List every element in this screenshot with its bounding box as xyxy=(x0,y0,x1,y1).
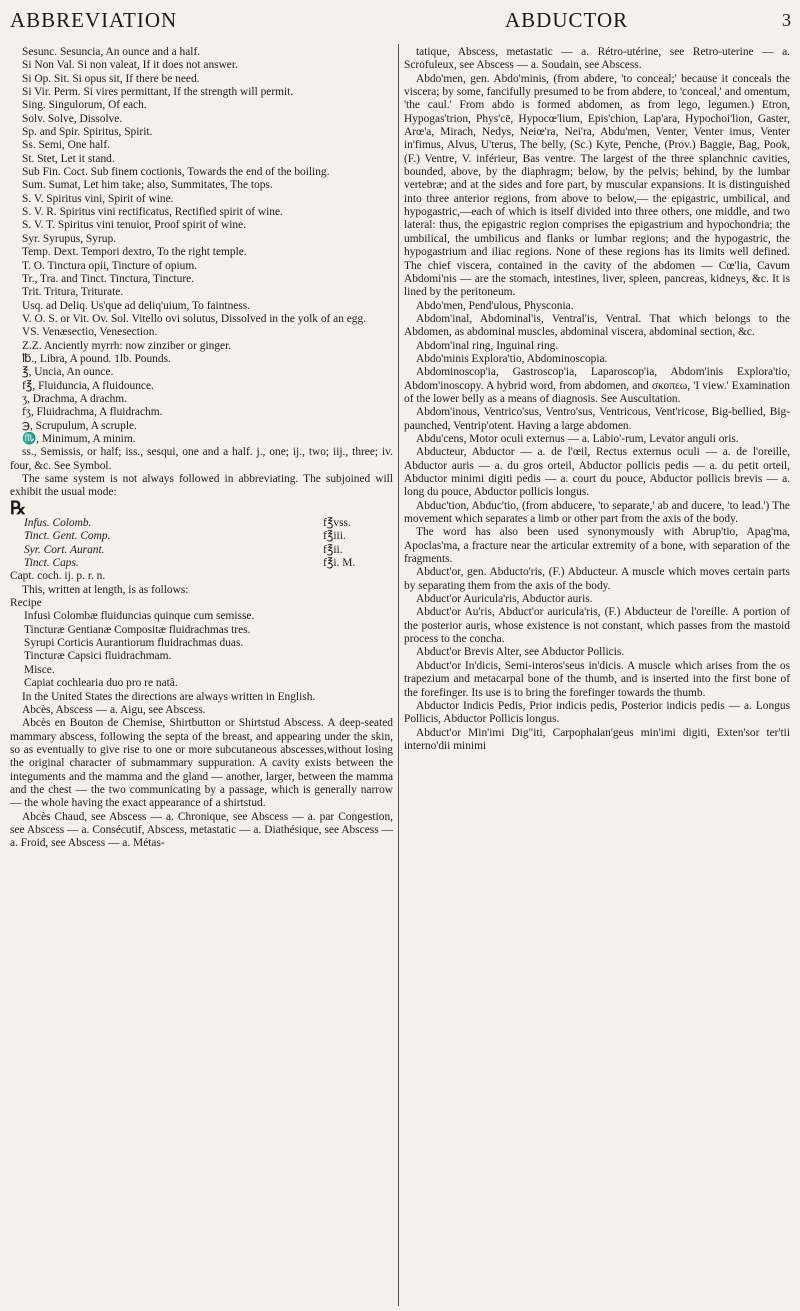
abbreviation-entry: ℥, Uncia, An ounce. xyxy=(22,366,114,379)
recipe-closing: In the United States the directions are always written in English. xyxy=(22,690,316,703)
right-column xyxy=(404,46,790,753)
dictionary-entry: Abductor Indicis Pedis, Prior indicis pedis, Posterior indicis pedis — a. Longus Pollicis, Abductor Pollicis longus. xyxy=(404,699,790,726)
abbreviation-entry: Sum. Sumat, Let him take; also, Summitates, The tops. xyxy=(22,179,273,192)
abbreviation-entry: Ss. Semi, One half. xyxy=(22,139,110,152)
recipe-block xyxy=(10,497,393,704)
recipe-item-quantity: f℥ii. xyxy=(323,543,343,556)
dictionary-entry: Abdom'inal ring, Inguinal ring. xyxy=(416,339,559,352)
abbreviation-entry: V. O. S. or Vit. Ov. Sol. Vitello ovi solutus, Dissolved in the yolk of an egg. xyxy=(22,312,367,325)
dictionary-entry: Abduc'tion, Abduc'tio, (from abducere, 'to separate,' ab and ducere, 'to lead.') The movement which separates a limb or other part from the axis of the body. xyxy=(404,499,790,526)
recipe-item-quantity: f℥iii. xyxy=(323,530,346,543)
rx-symbol: ℞ xyxy=(10,497,27,518)
recipe-items xyxy=(10,517,393,570)
recipe-label: Recipe xyxy=(10,597,42,610)
column-divider xyxy=(398,44,399,1306)
abbreviation-entry: ʒ, Drachma, A drachm. xyxy=(22,392,128,405)
abbreviation-entry: Trit. Tritura, Triturate. xyxy=(22,286,124,299)
abbreviation-entry: Solv. Solve, Dissolve. xyxy=(22,112,123,125)
dictionary-entry: Abduct'or Brevis Alter, see Abductor Pollicis. xyxy=(416,646,625,659)
dictionary-entry: Abcès en Bouton de Chemise, Shirtbutton or Shirtstud Abscess. A deep-seated mammary abscess, following the septa of the breast, and appearing under the skin, so as eventually to give rise to one or more subcutaneous abscesses,without losing the original character of submammary suppuration. A cavity exists between the integuments and the mamma and the gland — another, larger, between the mamma and the chest — the two communicating by a passage, which is generally narrow — the whole having the exact appearance of a shirtstud. xyxy=(10,717,393,810)
abbreviation-entry: Z.Z. Anciently myrrh: now zinziber or ginger. xyxy=(22,339,232,352)
running-head-right: ABDUCTOR xyxy=(505,8,629,32)
dictionary-entry: Abcès Chaud, see Abscess — a. Chronique, see Abscess — a. par Congestion, see Abscess — a. Consécutif, Abscess, metastatic — a. Diathésique, see Abscess — a. Froid, see Abscess — a. Métas- xyxy=(10,810,393,850)
abbreviation-entry: Tr., Tra. and Tinct. Tinctura, Tincture. xyxy=(22,272,195,285)
recipe-item xyxy=(10,557,393,570)
recipe-expanded-line: Infusi Colombæ fluiduncias quinque cum semisse. xyxy=(24,610,255,623)
dictionary-entry: Abduct'or In'dicis, Semi-interos'seus in'dicis. A muscle which arises from the os trapezium and metacarpal bone of the thumb, and is inserted into the first bone of the forefinger. Its use is to bring the forefinger towards the thumb. xyxy=(404,659,790,699)
recipe-expanded-line: Capiat cochlearia duo pro re natâ. xyxy=(24,677,178,690)
abbreviation-entry: Si Vir. Perm. Si vires permittant, If the strength will permit. xyxy=(22,86,294,99)
abbreviation-entry: ℔., Libra, A pound. 1lb. Pounds. xyxy=(22,352,171,365)
dictionary-entry: Abcès, Abscess — a. Aigu, see Abscess. xyxy=(22,703,206,716)
recipe-item xyxy=(10,517,393,530)
recipe-item-name: Infus. Colomb. xyxy=(24,517,92,530)
abbreviation-entry: fʒ, Fluidrachma, A fluidrachm. xyxy=(22,406,163,419)
page-number: 3 xyxy=(782,10,792,30)
abbreviation-entry: St. Stet, Let it stand. xyxy=(22,152,115,165)
dictionary-entry: Abdo'men, Pend'ulous, Physconia. xyxy=(416,299,574,312)
left-column xyxy=(10,46,393,851)
recipe-expanded-line: Syrupi Corticis Aurantiorum fluidrachmas duas. xyxy=(24,637,244,650)
dictionary-entry: The word has also been used synonymously with Abrup'tio, Apag'ma, Apoclas'ma, a fracture near the articular extremity of a bone, with separation of the fragments. xyxy=(404,526,790,566)
recipe-item xyxy=(10,544,393,557)
recipe-expanded xyxy=(10,610,393,690)
recipe-dose: Capt. coch. ij. p. r. n. xyxy=(10,570,106,583)
recipe-expanded-line: Tincturæ Gentianæ Compositæ fluidrachmas tres. xyxy=(24,623,251,636)
running-head-left: ABBREVIATION xyxy=(10,8,178,32)
abbreviation-entry: Sp. and Spir. Spiritus, Spirit. xyxy=(22,126,153,139)
abbreviation-entry: Sub Fin. Coct. Sub finem coctionis, Towards the end of the boiling. xyxy=(22,166,330,179)
recipe-item-name: Tinct. Gent. Comp. xyxy=(24,530,111,543)
abces-entries xyxy=(10,704,393,851)
abdomen-entries xyxy=(404,46,790,753)
abbreviation-entry: ℈, Scrupulum, A scruple. xyxy=(22,419,137,432)
abbreviation-entry: Sing. Singulorum, Of each. xyxy=(22,99,147,112)
recipe-expanded-line: Misce. xyxy=(24,663,55,676)
dictionary-entry: Abdu'cens, Motor oculi externus — a. Labio'-rum, Levator anguli oris. xyxy=(416,432,739,445)
abbreviation-entry: Temp. Dext. Tempori dextro, To the right temple. xyxy=(22,246,247,259)
dictionary-entry: Abdo'minis Explora'tio, Abdominoscopia. xyxy=(416,352,608,365)
recipe-item-name: Tinct. Caps. xyxy=(24,557,79,570)
abbreviation-entry: The same system is not always followed in abbreviating. The subjoined will exhibit the usual mode: xyxy=(10,473,393,499)
abbreviation-entry: Usq. ad Deliq. Us'que ad deliq'uium, To faintness. xyxy=(22,299,251,312)
recipe-item-quantity: f℥vss. xyxy=(323,517,351,530)
abbreviation-list xyxy=(10,46,393,500)
dictionary-entry: Abdom'inal, Abdominal'is, Ventral'is, Ventral. That which belongs to the Abdomen, as abdominal muscles, abdominal viscera, abdominal section, &c. xyxy=(404,312,790,339)
dictionary-entry: Abdom'inous, Ventrico'sus, Ventro'sus, Ventricous, Vent'ricose, Big-bellied, Big-paunched, Ventrip'otent. Having a large abdomen. xyxy=(404,406,790,432)
abbreviation-entry: f℥, Fluiduncia, A fluidounce. xyxy=(22,379,154,392)
recipe-item-quantity: f℥i. M. xyxy=(323,557,356,570)
abbreviation-entry: VS. Venæsectio, Venesection. xyxy=(22,326,158,339)
dictionary-entry: tatique, Abscess, metastatic — a. Rétro-utérine, see Retro-uterine — a. Scrofuleux, see Abscess — a. Soudain, see Abscess. xyxy=(404,46,790,72)
dictionary-entry: Abduct'or Au'ris, Abduct'or auricula'ris, (F.) Abducteur de l'oreille. A portion of the posterior auris, whose existence is not constant, which passes from the mastoid process to the concha. xyxy=(404,606,790,646)
abbreviation-entry: ♏, Minimum, A minim. xyxy=(22,432,136,445)
recipe-item-name: Syr. Cort. Aurant. xyxy=(24,543,105,556)
recipe-expanded-line: Tincturæ Capsici fluidrachmam. xyxy=(24,650,172,663)
abbreviation-entry: Si Non Val. Si non valeat, If it does not answer. xyxy=(22,59,238,72)
abbreviation-entry: S. V. Spiritus vini, Spirit of wine. xyxy=(22,192,174,205)
abbreviation-entry: Syr. Syrupus, Syrup. xyxy=(22,232,116,245)
dictionary-entry: Abduct'or, gen. Abducto'ris, (F.) Abducteur. A muscle which moves certain parts by separating them from the axis of the body. xyxy=(404,566,790,592)
abbreviation-entry: Si Op. Sit. Si opus sit, If there be need. xyxy=(22,72,200,85)
abbreviation-entry: S. V. R. Spiritus vini rectificatus, Rectified spirit of wine. xyxy=(22,206,283,219)
dictionary-entry: Abduct'or Auricula'ris, Abductor auris. xyxy=(416,593,593,606)
abbreviation-entry: Sesunc. Sesuncia, An ounce and a half. xyxy=(22,46,201,58)
dictionary-entry: Abduct'or Min'imi Dig"iti, Carpophalan'geus min'imi digiti, Exten'sor ter'tii interno'dii minimi xyxy=(404,726,790,752)
dictionary-entry: Abdo'men, gen. Abdo'minis, (from abdere, 'to conceal;' because it conceals the viscera; by some, fancifully presumed to be from abdere, to 'conceal,' and omentum, 'the caul.' From abdo is formed abdomen, as from lego, legumen.) Etron, Hypogas'trion, Phys'cē, Hypocœ'lium, Epis'chion, Lap'ara, Hypochoi'lion, Gaster, Arœ'a, Mirach, Nedys, Neiœ'ra, Nei'ra, Abdu'men, Venter, Venter imus, Venter in'fimus, Alvus, U'terus, The belly, (Sc.) Kyte, Penche, (Prov.) Baggie, Bag, Pook, (F.) Ventre, V. inférieur, Bas ventre. The largest of the three splanchnic cavities, bounded, above, by the diaphragm; below, by the pelvis; behind, by the lumbar vertebræ; and at the sides and fore part, by muscular expansions. It is distinguished into three anterior regions, from above to below,— the epigastric, umbilical, and hypogastric,—each of which is itself divided into three others, one middle, and two lateral: thus, the epigastric region comprises the epigastrium and hypochondria; the umbilical, the umbilicus and flanks or lumbar regions; and the hypogastric, the hypogastrium and iliac regions. None of these regions has its limits well defined. The chief viscera, contained in the cavity of the abdomen — Cœ'lia, Cavum Abdomi'nis — are the stomach, intestines, liver, spleen, pancreas, kidneys, &c. It is lined by the peritoneum. xyxy=(404,72,790,299)
dictionary-entry: Abdominoscop'ia, Gastroscop'ia, Laparoscop'ia, Abdom'inis Explora'tio, Abdom'inoscopy. A hybrid word, from abdomen, and σκοπεω, 'I view.' Examination of the lower belly as a means of diagnosis. See Auscultation. xyxy=(404,366,790,405)
abbreviation-entry: ss., Semissis, or half; iss., sesqui, one and a half. j., one; ij., two; iij., three; iv. four, &c. See Symbol. xyxy=(10,446,393,472)
recipe-item xyxy=(10,530,393,543)
abbreviation-entry: S. V. T. Spiritus vini tenuior, Proof spirit of wine. xyxy=(22,219,246,232)
abbreviation-entry: T. O. Tinctura opii, Tincture of opium. xyxy=(22,259,198,272)
dictionary-entry: Abducteur, Abductor — a. de l'œil, Rectus externus oculi — a. de l'oreille, Abductor auris — a. du gros orteil, Abductor pollicis pedis — a. du petit orteil, Abductor minimi digiti pedis — a. court du pouce, Abductor pollicis brevis — a. long du pouce, Abductor pollicis longus. xyxy=(404,446,790,499)
recipe-expanded-intro: This, written at length, is as follows: xyxy=(22,583,189,596)
